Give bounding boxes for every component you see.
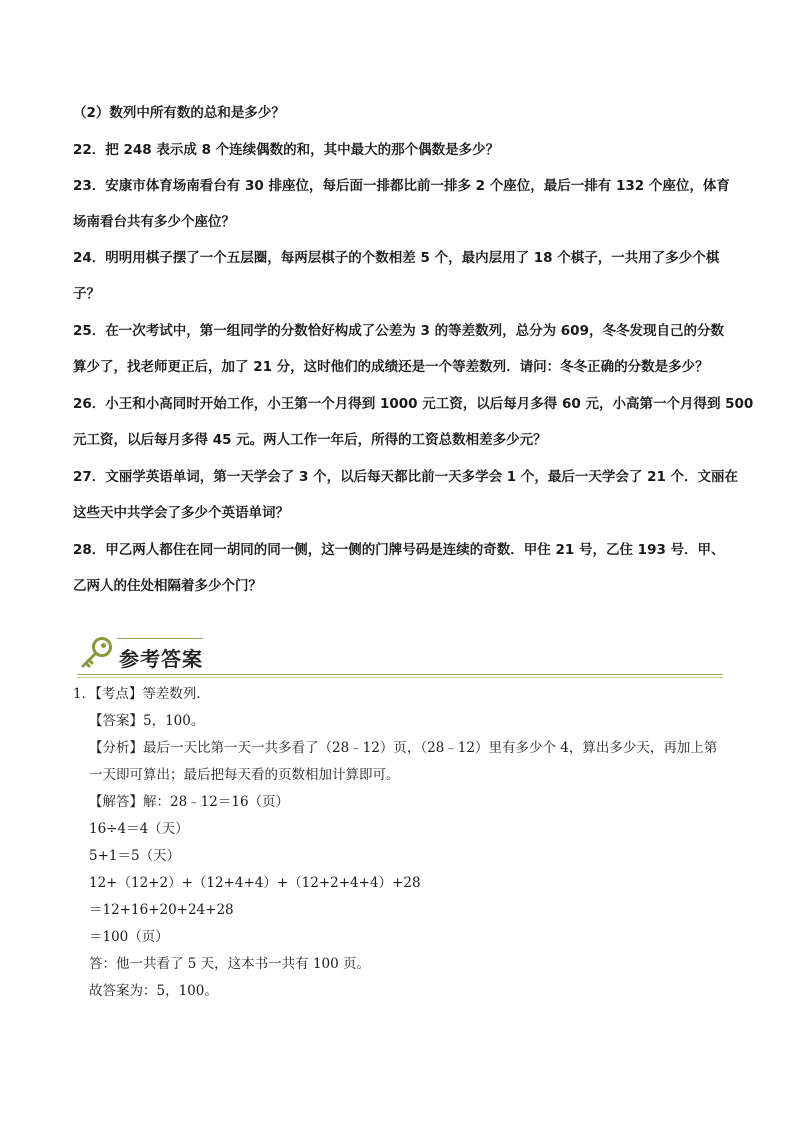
question-22	[73, 132, 725, 168]
answer-1-fenxi-line-2: 一天即可算出；最后把每天看的页数相加计算即可。	[89, 767, 400, 783]
question-line: 这些天中共学会了多少个英语单词？	[73, 505, 289, 521]
answers-section-header	[77, 630, 723, 678]
solution-step: 5+1＝5（天）	[89, 848, 181, 864]
answer-1-jieda	[89, 789, 289, 816]
question-23	[73, 168, 730, 240]
solution-conclusion: 答：他一共看了 5 天，这本书一共有 100 页。	[89, 956, 371, 972]
daan-text: 5，100。	[143, 713, 205, 729]
fenxi-tag: 【分析】	[89, 740, 143, 756]
question-line: 元工资，以后每月多得 45 元。两人工作一年后，所得的工资总数相差多少元？	[73, 432, 547, 448]
fenxi-text-1: 最后一天比第一天一共多看了（28﹣12）页，（28﹣12）里有多少个 4，算出多少天，再加上第	[143, 740, 718, 756]
question-line: 23．安康市体育场南看台有 30 排座位，每后面一排都比前一排多 2 个座位，最后一排有 132 个座位，体育	[73, 178, 730, 194]
question-line: 26．小王和小高同时开始工作，小王第一个月得到 1000 元工资，以后每月多得 60 元，小高第一个月得到 500	[73, 396, 754, 412]
header-rule	[77, 674, 723, 675]
solution-step: ＝100（页）	[89, 929, 169, 945]
kaodian-tag: 【考点】	[95, 686, 143, 702]
key-icon	[77, 634, 117, 674]
answers-title: 参考答案	[119, 647, 203, 671]
question-25	[73, 313, 725, 385]
solution-step: 16÷4＝4（天）	[89, 821, 189, 837]
question-line: 25．在一次考试中，第一组同学的分数恰好构成了公差为 3 的等差数列，总分为 609，冬冬发现自己的分数	[73, 323, 724, 339]
question-line: 28．甲乙两人都住在同一胡同的同一侧，这一侧的门牌号码是连续的奇数．甲住 21 号，乙住 193 号．甲、	[73, 542, 725, 558]
header-rule-light	[77, 677, 723, 678]
question-26	[73, 386, 754, 458]
kaodian-text: 等差数列．	[142, 686, 210, 702]
answer-1-daan	[89, 708, 204, 735]
solution-step: ＝12+16+20+24+28	[89, 902, 234, 918]
final-answer: 故答案为：5，100。	[89, 983, 218, 999]
question-27	[73, 459, 739, 531]
question-line: 22．把 248 表示成 8 个连续偶数的和，其中最大的那个偶数是多少？	[73, 142, 500, 158]
answer-number: 1．	[73, 686, 96, 702]
daan-tag: 【答案】	[89, 713, 143, 729]
question-24	[73, 240, 725, 312]
question-line: 乙两人的住处相隔着多少个门？	[73, 578, 262, 594]
jieda-tag: 【解答】	[89, 794, 143, 810]
question-line: 27．文丽学英语单词，第一天学会了 3 个，以后每天都比前一天多学会 1 个，最后一天学会了 21 个．文丽在	[73, 469, 739, 485]
jieda-text-1: 解：28﹣12＝16（页）	[143, 794, 290, 810]
question-line: 24．明明用棋子摆了一个五层圈，每两层棋子的个数相差 5 个，最内层用了 18 个棋子，一共用了多少个棋	[73, 250, 720, 266]
question-28	[73, 532, 725, 604]
question-line: （2）数列中所有数的总和是多少？	[73, 105, 285, 121]
question-line: 场南看台共有多少个座位？	[73, 214, 235, 230]
answer-1-kaodian	[73, 681, 210, 708]
question-line: 子？	[73, 286, 100, 302]
answer-1-fenxi	[89, 735, 717, 762]
solution-step: 12+（12+2）+（12+4+4）+（12+2+4+4）+28	[89, 875, 421, 891]
question-line: 算少了，找老师更正后，加了 21 分，这时他们的成绩还是一个等差数列．请问：冬冬正确的分数是多少？	[73, 359, 709, 375]
question-21-part-2	[73, 95, 725, 131]
header-top-line	[117, 638, 203, 639]
